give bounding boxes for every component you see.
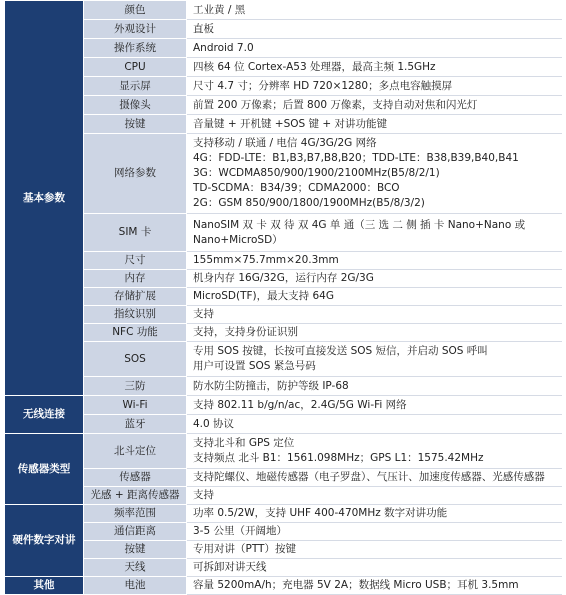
spec-value-line: TD-SCDMA：B34/39；CDMA2000：BCO bbox=[193, 182, 400, 194]
spec-value bbox=[187, 115, 562, 134]
spec-row bbox=[5, 541, 562, 559]
spec-row bbox=[5, 134, 562, 214]
spec-label: 频率范围 bbox=[84, 505, 187, 523]
spec-label: 摄像头 bbox=[84, 96, 187, 115]
spec-row bbox=[5, 505, 562, 523]
spec-value bbox=[187, 577, 562, 595]
spec-label: 显示屏 bbox=[84, 77, 187, 96]
spec-value bbox=[187, 415, 562, 434]
spec-label: 北斗定位 bbox=[84, 434, 187, 469]
spec-value bbox=[187, 523, 562, 541]
spec-value bbox=[187, 559, 562, 577]
spec-value bbox=[187, 377, 562, 396]
spec-label: 指纹识别 bbox=[84, 306, 187, 324]
spec-row bbox=[5, 39, 562, 58]
spec-value-line: 用户可设置 SOS 紧急号码 bbox=[193, 360, 316, 372]
spec-row bbox=[5, 270, 562, 288]
spec-row bbox=[5, 434, 562, 469]
spec-row bbox=[5, 288, 562, 306]
spec-value-line: 音量键 + 开机键 +SOS 键 + 对讲功能键 bbox=[193, 117, 388, 130]
spec-label: SIM 卡 bbox=[84, 214, 187, 252]
spec-value bbox=[187, 270, 562, 288]
spec-row bbox=[5, 487, 562, 505]
spec-value-line: 支持移动 / 联通 / 电信 4G/3G/2G 网络 bbox=[193, 137, 377, 149]
spec-value-line: 支持，支持身份证识别 bbox=[193, 326, 298, 338]
spec-row bbox=[5, 1, 562, 20]
spec-label: 光感 + 距离传感器 bbox=[84, 487, 187, 505]
spec-value-line: 3-5 公里（开阔地） bbox=[193, 525, 287, 537]
spec-value-line: 直板 bbox=[193, 22, 214, 35]
spec-row bbox=[5, 415, 562, 434]
spec-value bbox=[187, 20, 562, 39]
spec-row bbox=[5, 306, 562, 324]
spec-value-line: 可拆卸对讲天线 bbox=[193, 561, 267, 573]
spec-value-line: 尺寸 4.7 寸；分辨率 HD 720×1280；多点电容触摸屏 bbox=[193, 79, 453, 92]
spec-value-line: 四核 64 位 Cortex-A53 处理器，最高主频 1.5GHz bbox=[193, 60, 436, 73]
spec-value bbox=[187, 252, 562, 270]
section-category: 其他 bbox=[5, 577, 84, 595]
spec-label: SOS bbox=[84, 342, 187, 377]
spec-value bbox=[187, 1, 562, 20]
spec-value-line: 支持 802.11 b/g/n/ac，2.4G/5G Wi-Fi 网络 bbox=[193, 398, 407, 411]
section-category: 无线连接 bbox=[5, 396, 84, 434]
spec-row bbox=[5, 342, 562, 377]
spec-value-line: 工业黄 / 黑 bbox=[193, 3, 246, 16]
spec-label: 天线 bbox=[84, 559, 187, 577]
spec-label: CPU bbox=[84, 58, 187, 77]
spec-value bbox=[187, 306, 562, 324]
spec-value-line: 2G：GSM 850/900/1800/1900MHz(B5/8/3/2) bbox=[193, 197, 425, 209]
spec-label: 通信距离 bbox=[84, 523, 187, 541]
spec-value bbox=[187, 58, 562, 77]
spec-value bbox=[187, 469, 562, 487]
spec-value-line: 专用对讲（PTT）按键 bbox=[193, 543, 296, 555]
spec-label: 内存 bbox=[84, 270, 187, 288]
spec-value-line: 功率 0.5/2W，支持 UHF 400-470MHz 数字对讲功能 bbox=[193, 507, 448, 519]
spec-value bbox=[187, 434, 562, 469]
section-category: 传感器类型 bbox=[5, 434, 84, 505]
spec-row bbox=[5, 469, 562, 487]
spec-value-line: 3G：WCDMA850/900/1900/2100MHz(B5/8/2/1) bbox=[193, 167, 440, 179]
spec-value bbox=[187, 487, 562, 505]
spec-value bbox=[187, 39, 562, 58]
spec-label: 三防 bbox=[84, 377, 187, 396]
spec-row bbox=[5, 324, 562, 342]
spec-label: 电池 bbox=[84, 577, 187, 595]
spec-value bbox=[187, 324, 562, 342]
spec-value-line: 支持北斗和 GPS 定位 bbox=[193, 437, 295, 449]
spec-value-line: Android 7.0 bbox=[193, 41, 254, 54]
spec-row bbox=[5, 20, 562, 39]
spec-label: 按键 bbox=[84, 541, 187, 559]
spec-label: NFC 功能 bbox=[84, 324, 187, 342]
spec-row bbox=[5, 214, 562, 252]
spec-label: 存储扩展 bbox=[84, 288, 187, 306]
spec-value-line: 4.0 协议 bbox=[193, 417, 235, 430]
spec-row bbox=[5, 252, 562, 270]
spec-row bbox=[5, 559, 562, 577]
spec-value-line: 支持 bbox=[193, 308, 214, 320]
spec-value bbox=[187, 342, 562, 377]
spec-label: 操作系统 bbox=[84, 39, 187, 58]
spec-value-line: 前置 200 万像素；后置 800 万像素，支持自动对焦和闪光灯 bbox=[193, 98, 478, 111]
spec-value-line: 支持频点 北斗 B1：1561.098MHz；GPS L1：1575.42MHz bbox=[193, 452, 484, 464]
spec-table bbox=[4, 0, 562, 595]
spec-row bbox=[5, 396, 562, 415]
spec-label: 外观设计 bbox=[84, 20, 187, 39]
spec-value bbox=[187, 288, 562, 306]
spec-row bbox=[5, 58, 562, 77]
spec-value bbox=[187, 541, 562, 559]
spec-label: 颜色 bbox=[84, 1, 187, 20]
section-category: 硬件数字对讲 bbox=[5, 505, 84, 577]
spec-value-line: MicroSD(TF)，最大支持 64G bbox=[193, 290, 334, 302]
spec-value-line: 支持陀螺仪、地磁传感器（电子罗盘）、气压计、加速度传感器、光感传感器 bbox=[193, 471, 545, 483]
spec-table-body bbox=[5, 1, 562, 595]
spec-value-line: 155mm×75.7mm×20.3mm bbox=[193, 254, 339, 266]
spec-row bbox=[5, 577, 562, 595]
spec-label: 网络参数 bbox=[84, 134, 187, 214]
spec-value-line: NanoSIM 双 卡 双 待 双 4G 单 通（三 选 二 侧 插 卡 Nano+Nano 或 Nano+MicroSD） bbox=[193, 218, 526, 246]
spec-value-line: 机身内存 16G/32G，运行内存 2G/3G bbox=[193, 272, 374, 284]
spec-value-line: 防水防尘防撞击，防护等级 IP-68 bbox=[193, 379, 349, 392]
spec-row bbox=[5, 115, 562, 134]
spec-label: 传感器 bbox=[84, 469, 187, 487]
spec-value-line: 专用 SOS 按键，长按可直接发送 SOS 短信，并启动 SOS 呼叫 bbox=[193, 345, 488, 357]
section-category: 基本参数 bbox=[5, 1, 84, 396]
spec-value bbox=[187, 134, 562, 214]
spec-label: Wi-Fi bbox=[84, 396, 187, 415]
spec-row bbox=[5, 377, 562, 396]
spec-value-line: 支持 bbox=[193, 489, 214, 501]
spec-row bbox=[5, 523, 562, 541]
spec-label: 蓝牙 bbox=[84, 415, 187, 434]
spec-value bbox=[187, 77, 562, 96]
spec-value bbox=[187, 505, 562, 523]
spec-value bbox=[187, 396, 562, 415]
spec-value bbox=[187, 214, 562, 252]
spec-label: 按键 bbox=[84, 115, 187, 134]
spec-row bbox=[5, 77, 562, 96]
spec-label: 尺寸 bbox=[84, 252, 187, 270]
spec-value-line: 容量 5200mA/h；充电器 5V 2A；数据线 Micro USB；耳机 3.5mm bbox=[193, 579, 519, 591]
spec-row bbox=[5, 96, 562, 115]
spec-value-line: 4G：FDD-LTE：B1,B3,B7,B8,B20；TDD-LTE：B38,B39,B40,B41 bbox=[193, 152, 519, 164]
spec-value bbox=[187, 96, 562, 115]
